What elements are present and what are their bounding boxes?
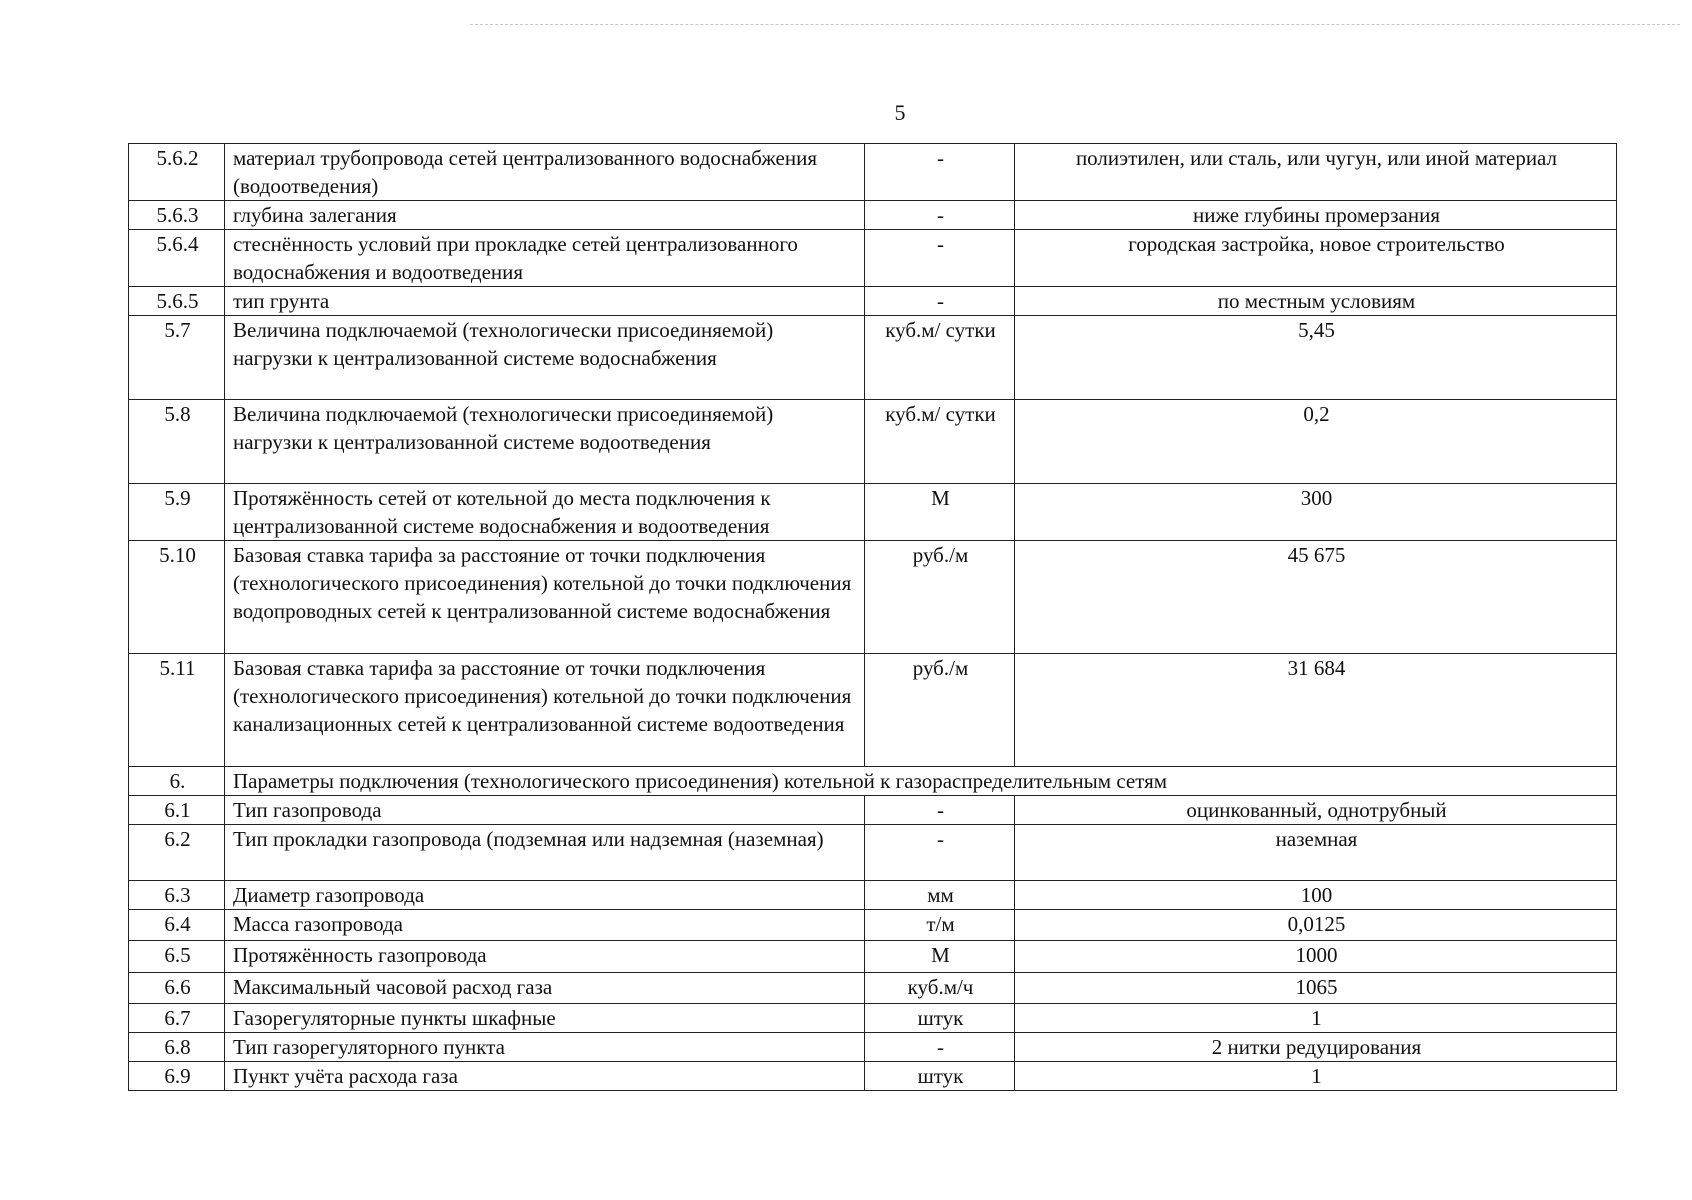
table-row [129,230,1617,287]
table-row [129,654,1617,767]
row-description: Тип газопровода [225,796,865,825]
row-unit: - [865,287,1015,316]
row-unit: - [865,796,1015,825]
table-row [129,484,1617,541]
row-description: Базовая ставка тарифа за расстояние от точки подключения (технологического присоединения) котельной до точки подключения водопроводных сетей к централизованной системе водоснабжения [225,541,865,654]
row-unit: М [865,941,1015,973]
section-row [129,767,1617,796]
row-number: 6.5 [129,941,225,973]
table-row [129,1033,1617,1062]
row-number: 5.6.3 [129,201,225,230]
section-title: Параметры подключения (технологического присоединения) котельной к газораспределительным сетям [225,767,1617,796]
table-row [129,541,1617,654]
row-unit: штук [865,1062,1015,1091]
row-description: Максимальный часовой расход газа [225,973,865,1004]
row-description: глубина залегания [225,201,865,230]
row-unit: М [865,484,1015,541]
row-unit: руб./м [865,541,1015,654]
table-row [129,1062,1617,1091]
row-value: 0,0125 [1015,910,1617,941]
row-description: Газорегуляторные пункты шкафные [225,1004,865,1033]
row-value: 1 [1015,1062,1617,1091]
row-value: ниже глубины промерзания [1015,201,1617,230]
row-description: Масса газопровода [225,910,865,941]
row-unit: - [865,825,1015,881]
row-value: городская застройка, новое строительство [1015,230,1617,287]
row-value: 5,45 [1015,316,1617,400]
row-number: 5.9 [129,484,225,541]
row-number: 6.1 [129,796,225,825]
page-number: 5 [894,100,906,125]
row-value: 0,2 [1015,400,1617,484]
table-row [129,941,1617,973]
row-number: 5.6.2 [129,144,225,201]
row-value: 45 675 [1015,541,1617,654]
row-unit: куб.м/ч [865,973,1015,1004]
row-number: 5.11 [129,654,225,767]
table-row [129,316,1617,400]
row-value: 31 684 [1015,654,1617,767]
row-number: 6.6 [129,973,225,1004]
table-row [129,973,1617,1004]
row-value: оцинкованный, однотрубный [1015,796,1617,825]
table-row [129,825,1617,881]
table-row [129,400,1617,484]
row-number: 6.4 [129,910,225,941]
row-unit: - [865,1033,1015,1062]
row-value: 1065 [1015,973,1617,1004]
parameters-table [128,143,1617,1091]
row-value: 300 [1015,484,1617,541]
row-value: 2 нитки редуцирования [1015,1033,1617,1062]
row-number: 5.7 [129,316,225,400]
row-unit: штук [865,1004,1015,1033]
row-value: по местным условиям [1015,287,1617,316]
row-unit: куб.м/ сутки [865,400,1015,484]
row-description: стеснённость условий при прокладке сетей централизованного водоснабжения и водоотведения [225,230,865,287]
row-number: 6.3 [129,881,225,910]
table-row [129,201,1617,230]
row-unit: мм [865,881,1015,910]
row-value: полиэтилен, или сталь, или чугун, или иной материал [1015,144,1617,201]
row-unit: - [865,144,1015,201]
table-row [129,910,1617,941]
table-row [129,1004,1617,1033]
row-value: 100 [1015,881,1617,910]
table-row [129,796,1617,825]
row-unit: куб.м/ сутки [865,316,1015,400]
row-description: Величина подключаемой (технологически присоединяемой) нагрузки к централизованной системе водоснабжения [225,316,865,400]
row-number: 5.10 [129,541,225,654]
row-value: 1000 [1015,941,1617,973]
row-description: Протяжённость газопровода [225,941,865,973]
row-description: Тип газорегуляторного пункта [225,1033,865,1062]
row-number: 5.6.5 [129,287,225,316]
row-number: 5.8 [129,400,225,484]
row-unit: - [865,230,1015,287]
row-number: 6.2 [129,825,225,881]
row-number: 5.6.4 [129,230,225,287]
scan-artifact-line [470,24,1680,25]
table-row [129,287,1617,316]
row-description: Тип прокладки газопровода (подземная или надземная (наземная) [225,825,865,881]
table-row [129,144,1617,201]
row-number: 6.7 [129,1004,225,1033]
row-description: материал трубопровода сетей централизованного водоснабжения (водоотведения) [225,144,865,201]
row-number: 6.8 [129,1033,225,1062]
row-number: 6.9 [129,1062,225,1091]
row-value: наземная [1015,825,1617,881]
row-description: Базовая ставка тарифа за расстояние от точки подключения (технологического присоединения) котельной до точки подключения канализационных сетей к централизованной системе водоотведения [225,654,865,767]
row-value: 1 [1015,1004,1617,1033]
row-description: тип грунта [225,287,865,316]
row-unit: руб./м [865,654,1015,767]
section-number: 6. [129,767,225,796]
row-description: Протяжённость сетей от котельной до места подключения к централизованной системе водоснабжения и водоотведения [225,484,865,541]
row-description: Пункт учёта расхода газа [225,1062,865,1091]
row-unit: т/м [865,910,1015,941]
row-description: Величина подключаемой (технологически присоединяемой) нагрузки к централизованной системе водоотведения [225,400,865,484]
table-row [129,881,1617,910]
row-unit: - [865,201,1015,230]
row-description: Диаметр газопровода [225,881,865,910]
